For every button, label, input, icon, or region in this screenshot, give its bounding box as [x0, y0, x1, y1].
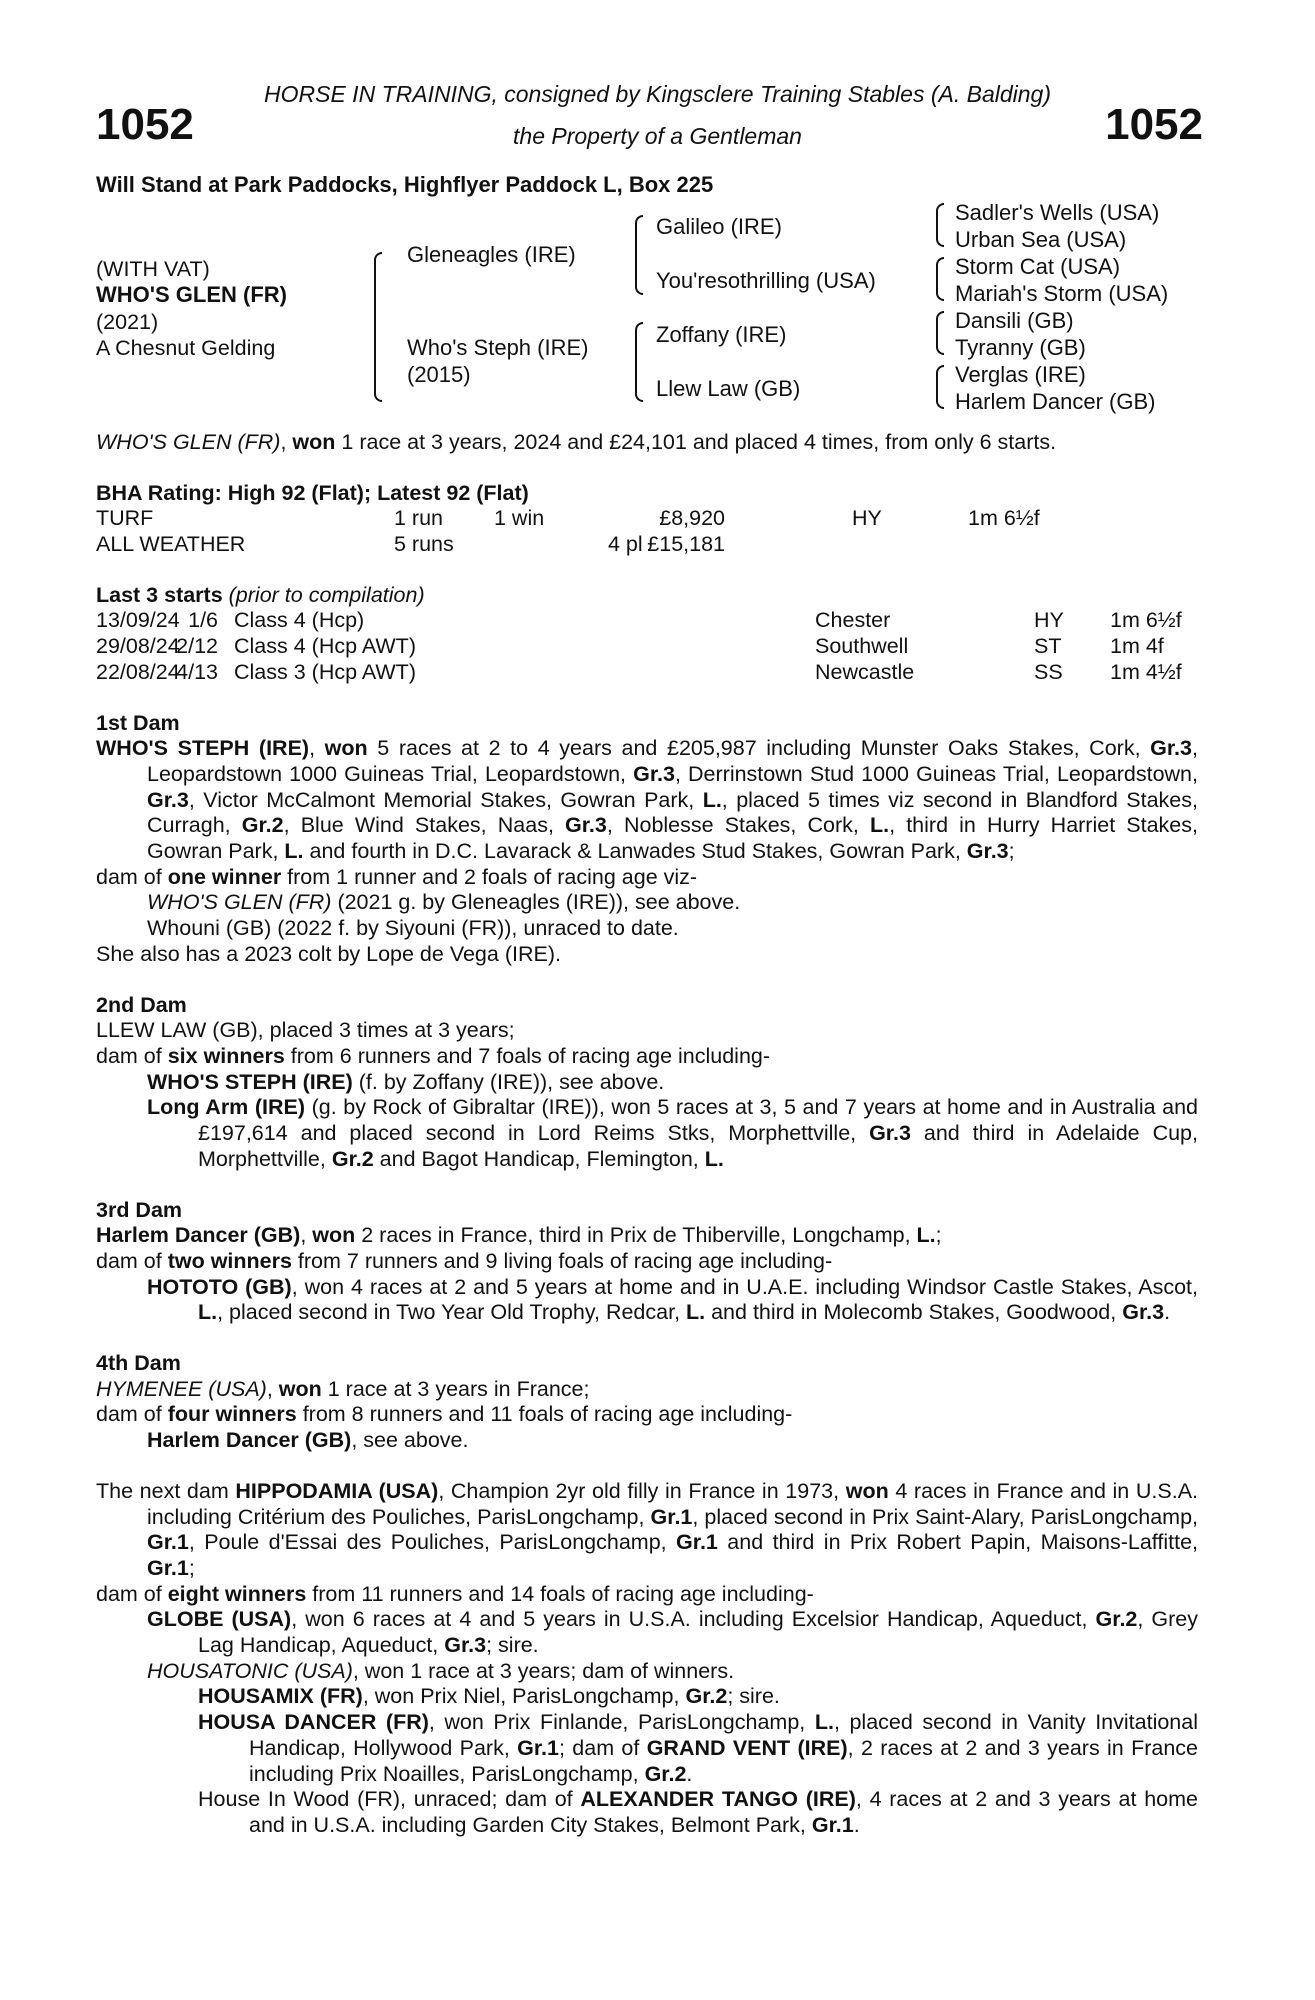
text-run: 1 race at 3 years, 2024 and £24,101 and placed 4 times, from only 6 starts. [335, 430, 1057, 454]
start-date: 29/08/24 [96, 634, 180, 659]
brace [635, 322, 643, 402]
text-run: Gr.3 [1122, 1300, 1165, 1325]
pedigree-paragraph [96, 1044, 1198, 1070]
text-run: L. [198, 1300, 218, 1325]
rating-title: BHA Rating: High 92 (Flat); Latest 92 (Flat) [96, 480, 529, 505]
text-run: Gr.1 [147, 1555, 189, 1580]
text-run: , placed second in Vanity Invitational Handicap, Hollywood Park, [249, 1710, 1198, 1760]
text-run: LLEW LAW (GB), placed 3 times at 3 years; [96, 1018, 515, 1043]
text-run: , 4 races at 2 and 3 years at home and in U.S.A. including Garden City Stakes, Belmont Park, [249, 1787, 1198, 1837]
text-run: , won Prix Niel, ParisLongchamp, [362, 1684, 686, 1709]
vat-note: (WITH VAT) [96, 257, 210, 281]
pedigree-paragraph [198, 1684, 1198, 1710]
rating-row [96, 532, 1198, 558]
text-run: HIPPODAMIA (USA) [235, 1478, 439, 1503]
text-run: L. [704, 1146, 724, 1171]
rating-surface: TURF [96, 506, 154, 531]
text-run: L. [686, 1300, 706, 1325]
rating-wins: 1 win [494, 506, 545, 531]
text-run: ALEXANDER TANGO (IRE) [580, 1787, 856, 1812]
text-run: dam of [96, 1402, 168, 1427]
text-run: HOUSA DANCER (FR) [198, 1710, 429, 1735]
text-run: won [312, 1223, 356, 1248]
text-run: HYMENEE (USA) [96, 1376, 267, 1401]
text-run: Gr.3 [147, 787, 189, 812]
brace [936, 257, 944, 301]
grandsire: Dansili (GB) [955, 308, 1074, 333]
rating-dist: 1m 6½f [968, 506, 1040, 531]
text-run: . [1164, 1300, 1171, 1325]
section-heading: 2nd Dam [96, 992, 187, 1017]
last-starts-title: Last 3 starts [96, 582, 223, 607]
start-dist: 1m 4½f [1110, 659, 1182, 684]
dam-section [96, 711, 1198, 968]
text-run: , Grey Lag Handicap, Aqueduct, [198, 1607, 1199, 1658]
text-run: won [845, 1478, 889, 1503]
dam-year: (2015) [407, 362, 471, 387]
text-run: and third in Adelaide Cup, Morphettville, [198, 1121, 1198, 1171]
pedigree-paragraph [96, 1402, 1198, 1428]
text-run: two winners [167, 1248, 292, 1273]
pedigree-paragraph [147, 1659, 1198, 1685]
start-date: 22/08/24 [96, 659, 180, 684]
text-run: one winner [167, 864, 282, 889]
start-going: ST [1034, 634, 1062, 659]
text-run: Gr.3 [444, 1633, 487, 1658]
text-run: L. [870, 813, 890, 838]
text-run: , Derrinstown Stud 1000 Guineas Trial, Leopardstown, [674, 761, 1198, 786]
start-course: Chester [815, 608, 891, 633]
bha-rating [96, 481, 1198, 558]
text-run: Gr.2 [644, 1761, 687, 1786]
text-run: from 7 runners and 9 living foals of racing age including- [291, 1248, 833, 1273]
text-run: Harlem Dancer (GB) [96, 1223, 301, 1248]
text-run: ; sire. [486, 1633, 539, 1658]
text-run: Gr.3 [633, 761, 675, 786]
text-run: , [300, 1223, 313, 1248]
dam-sire: Zoffany (IRE) [656, 322, 787, 347]
horse-year: (2021) [96, 310, 159, 334]
text-run: 4 races in France and in U.S.A. including Critérium des Pouliches, ParisLongchamp, [147, 1478, 1199, 1529]
location-line: Will Stand at Park Paddocks, Highflyer Paddock L, Box 225 [96, 172, 714, 197]
text-run: eight winners [167, 1581, 307, 1606]
text-run: , Noblesse Stakes, Cork, [606, 813, 871, 838]
brace [936, 311, 944, 355]
text-run: , [280, 430, 293, 454]
start-date: 13/09/24 [96, 608, 180, 633]
text-run: L. [814, 1710, 834, 1735]
pedigree-paragraph [198, 1787, 1198, 1838]
dam-section [96, 1198, 1198, 1327]
pedigree-paragraph [96, 1377, 1198, 1403]
consignor-line: HORSE IN TRAINING, consigned by Kingsclere Training Stables (A. Balding) [264, 81, 1051, 107]
dam-section [96, 1479, 1198, 1839]
text-run: House In Wood (FR), unraced; dam of [198, 1787, 581, 1812]
granddam: Tyranny (GB) [955, 335, 1086, 360]
start-cls: Class 4 (Hcp) [234, 608, 365, 633]
brace [936, 365, 944, 409]
rating-surface: ALL WEATHER [96, 532, 246, 557]
text-run: won [278, 1376, 322, 1401]
pedigree-paragraph [147, 1095, 1198, 1172]
text-run: and fourth in D.C. Lavarack & Lanwades Stud Stakes, Gowran Park, [303, 839, 967, 864]
text-run: Gr.2 [1095, 1607, 1138, 1632]
pedigree-paragraph [96, 1249, 1198, 1275]
pedigree-paragraph [147, 1428, 1198, 1454]
dam-dam: Llew Law (GB) [656, 376, 801, 401]
text-run: dam of [96, 1043, 168, 1068]
pedigree-paragraph [147, 1070, 1198, 1096]
start-cls: Class 4 (Hcp AWT) [234, 634, 416, 659]
text-run: , Leopardstown 1000 Guineas Trial, Leopardstown, [147, 736, 1198, 786]
text-run: Gr.1 [676, 1530, 718, 1555]
lot-number-right: 1052 [1105, 100, 1203, 149]
pedigree-paragraph [96, 1582, 1198, 1608]
pedigree-paragraph [147, 890, 1198, 916]
start-cls: Class 3 (Hcp AWT) [234, 659, 416, 684]
start-row [96, 634, 1198, 660]
text-run: HOUSATONIC (USA) [147, 1658, 353, 1683]
text-run: , [266, 1376, 279, 1401]
text-run: (g. by Rock of Gibraltar (IRE)), won 5 races at 3, 5 and 7 years at home and in Australia and £197,614 and placed second in Lord Reims Stks, Morphettville, [198, 1095, 1199, 1146]
start-dist: 1m 6½f [1110, 608, 1182, 633]
start-row [96, 608, 1198, 634]
text-run: Gr.1 [650, 1504, 693, 1529]
rating-row [96, 506, 1198, 532]
text-run: won [292, 430, 336, 454]
text-run: (f. by Zoffany (IRE)), see above. [352, 1069, 665, 1094]
granddam: Urban Sea (USA) [955, 227, 1127, 252]
text-run: She also has a 2023 colt by Lope de Vega (IRE). [96, 941, 561, 966]
last-starts [96, 583, 1198, 686]
pedigree-paragraph [96, 1018, 1198, 1044]
text-run: ; dam of [558, 1735, 647, 1760]
sire-sire: Galileo (IRE) [656, 214, 782, 239]
start-pos: 2/12 [176, 634, 218, 659]
text-run: and Bagot Handicap, Flemington, [373, 1146, 705, 1171]
text-run: Gr.3 [565, 813, 607, 838]
race-summary [96, 430, 1198, 456]
pedigree-paragraph [147, 916, 1198, 942]
rating-prize: £15,181 [647, 532, 725, 557]
pedigree-paragraph [96, 865, 1198, 891]
text-run: Gr.3 [869, 1121, 911, 1146]
dam-section [96, 993, 1198, 1173]
dam-section [96, 1351, 1198, 1454]
text-run: , won 4 races at 2 and 5 years at home and in U.A.E. including Windsor Castle Stakes, Ascot, [291, 1274, 1198, 1299]
text-run: Gr.1 [517, 1735, 559, 1760]
text-run: Gr.1 [811, 1812, 854, 1837]
section-heading: 1st Dam [96, 710, 180, 735]
start-going: SS [1034, 659, 1063, 684]
text-run: Harlem Dancer (GB) [147, 1428, 352, 1453]
text-run: . [853, 1812, 860, 1837]
text-run: won [324, 736, 368, 761]
start-dist: 1m 4f [1110, 634, 1164, 659]
text-run: Long Arm (IRE) [147, 1095, 306, 1120]
text-run: WHO'S GLEN (FR) [96, 430, 281, 454]
text-run: from 8 runners and 11 foals of racing age including- [296, 1402, 793, 1427]
start-pos: 1/6 [188, 608, 218, 633]
grandsire: Verglas (IRE) [955, 362, 1086, 387]
granddam: Harlem Dancer (GB) [955, 389, 1156, 414]
text-run: ; sire. [727, 1684, 780, 1709]
text-run: Whouni (GB) (2022 f. by Siyouni (FR)), unraced to date. [147, 916, 679, 941]
text-run: WHO'S STEPH (IRE) [147, 1069, 353, 1094]
horse-description: A Chesnut Gelding [96, 336, 276, 360]
start-row [96, 660, 1198, 686]
pedigree-paragraph [96, 942, 1198, 968]
text-run: Gr.2 [685, 1684, 728, 1709]
text-run: ; [1008, 839, 1015, 864]
text-run: dam of [96, 1581, 168, 1606]
text-run: 5 races at 2 to 4 years and £205,987 including Munster Oaks Stakes, Cork, [367, 736, 1151, 761]
text-run: HOTOTO (GB) [147, 1274, 292, 1299]
text-run: L. [702, 787, 722, 812]
text-run: , won 1 race at 3 years; dam of winners. [352, 1658, 735, 1683]
text-run: (2021 g. by Gleneagles (IRE)), see above. [331, 890, 741, 915]
text-run: GRAND VENT (IRE) [646, 1735, 848, 1760]
lot-number-left: 1052 [96, 100, 194, 149]
start-going: HY [1034, 608, 1064, 633]
text-run: HOUSAMIX (FR) [198, 1684, 363, 1709]
horse-name: WHO'S GLEN (FR) [96, 282, 287, 307]
sire: Gleneagles (IRE) [407, 242, 576, 267]
text-run: Gr.2 [241, 813, 284, 838]
text-run: Gr.3 [966, 839, 1009, 864]
text-run: WHO'S GLEN (FR) [147, 890, 332, 915]
text-run: The next dam [96, 1478, 236, 1503]
rating-prize: £8,920 [659, 506, 725, 531]
text-run: Gr.3 [1150, 736, 1192, 761]
grandsire: Sadler's Wells (USA) [955, 200, 1160, 225]
pedigree-paragraph [198, 1710, 1198, 1787]
brace [374, 252, 382, 402]
brace [936, 203, 944, 247]
text-run: , Poule d'Essai des Pouliches, ParisLongchamp, [188, 1530, 677, 1555]
pedigree-paragraph [147, 1607, 1198, 1658]
granddam: Mariah's Storm (USA) [955, 281, 1169, 306]
text-run: , third in Hurry Harriet Stakes, Gowran Park, [147, 813, 1198, 864]
text-run: and third in Molecomb Stakes, Goodwood, [705, 1300, 1123, 1325]
text-run: 1 race at 3 years in France; [321, 1376, 590, 1401]
text-run: L. [916, 1223, 936, 1248]
text-run: , won 6 races at 4 and 5 years in U.S.A. including Excelsior Handicap, Aqueduct, [291, 1607, 1096, 1632]
text-run: dam of [96, 864, 168, 889]
start-course: Southwell [815, 634, 909, 659]
text-run: , placed second in Two Year Old Trophy, Redcar, [217, 1300, 687, 1325]
text-run: , Blue Wind Stakes, Naas, [283, 813, 566, 838]
text-run: L. [284, 839, 304, 864]
last-starts-note: (prior to compilation) [222, 582, 425, 607]
text-run: Gr.1 [147, 1530, 189, 1555]
text-run: and third in Prix Robert Papin, Maisons-Laffitte, [717, 1530, 1199, 1555]
text-run: , Champion 2yr old filly in France in 1973, [438, 1478, 846, 1503]
text-run: . [686, 1761, 693, 1786]
pedigree-paragraph [96, 736, 1198, 865]
text-run: , [309, 736, 325, 761]
property-line: the Property of a Gentleman [513, 123, 802, 149]
section-heading: 4th Dam [96, 1351, 181, 1376]
rating-runs: 1 run [394, 506, 444, 531]
text-run: 2 races in France, third in Prix de Thiberville, Longchamp, [355, 1223, 917, 1248]
text-run: from 6 runners and 7 foals of racing age including- [284, 1043, 771, 1068]
text-run: , placed 5 times viz second in Blandford Stakes, Curragh, [147, 787, 1198, 838]
brace [635, 215, 643, 295]
rating-going: HY [852, 506, 882, 531]
text-run: , 2 races at 2 and 3 years in France including Prix Noailles, ParisLongchamp, [249, 1735, 1198, 1786]
text-run: from 11 runners and 14 foals of racing age including- [306, 1581, 814, 1606]
rating-runs: 5 runs [394, 532, 454, 557]
text-run: six winners [167, 1043, 285, 1068]
start-pos: 4/13 [176, 659, 218, 684]
rating-placed: 4 pl [608, 532, 643, 557]
text-run: , won Prix Finlande, ParisLongchamp, [428, 1710, 815, 1735]
text-run: four winners [167, 1402, 297, 1427]
text-run: , Victor McCalmont Memorial Stakes, Gowran Park, [188, 787, 703, 812]
text-run: ; [935, 1223, 942, 1248]
text-run: ; [188, 1555, 195, 1580]
dam: Who's Steph (IRE) [407, 335, 589, 360]
start-course: Newcastle [815, 659, 915, 684]
pedigree-paragraph [96, 1223, 1198, 1249]
sire-dam: You'resothrilling (USA) [656, 268, 876, 293]
text-run: GLOBE (USA) [147, 1607, 292, 1632]
text-run: from 1 runner and 2 foals of racing age viz- [281, 864, 698, 889]
pedigree-paragraph [147, 1275, 1198, 1326]
section-heading: 3rd Dam [96, 1197, 183, 1222]
text-run: Gr.2 [331, 1146, 374, 1171]
text-run: dam of [96, 1248, 168, 1273]
text-run: , placed second in Prix Saint-Alary, ParisLongchamp, [692, 1504, 1199, 1529]
text-run: , see above. [351, 1428, 469, 1453]
text-run: WHO'S STEPH (IRE) [96, 736, 310, 761]
pedigree-paragraph [96, 1479, 1198, 1582]
grandsire: Storm Cat (USA) [955, 254, 1121, 279]
